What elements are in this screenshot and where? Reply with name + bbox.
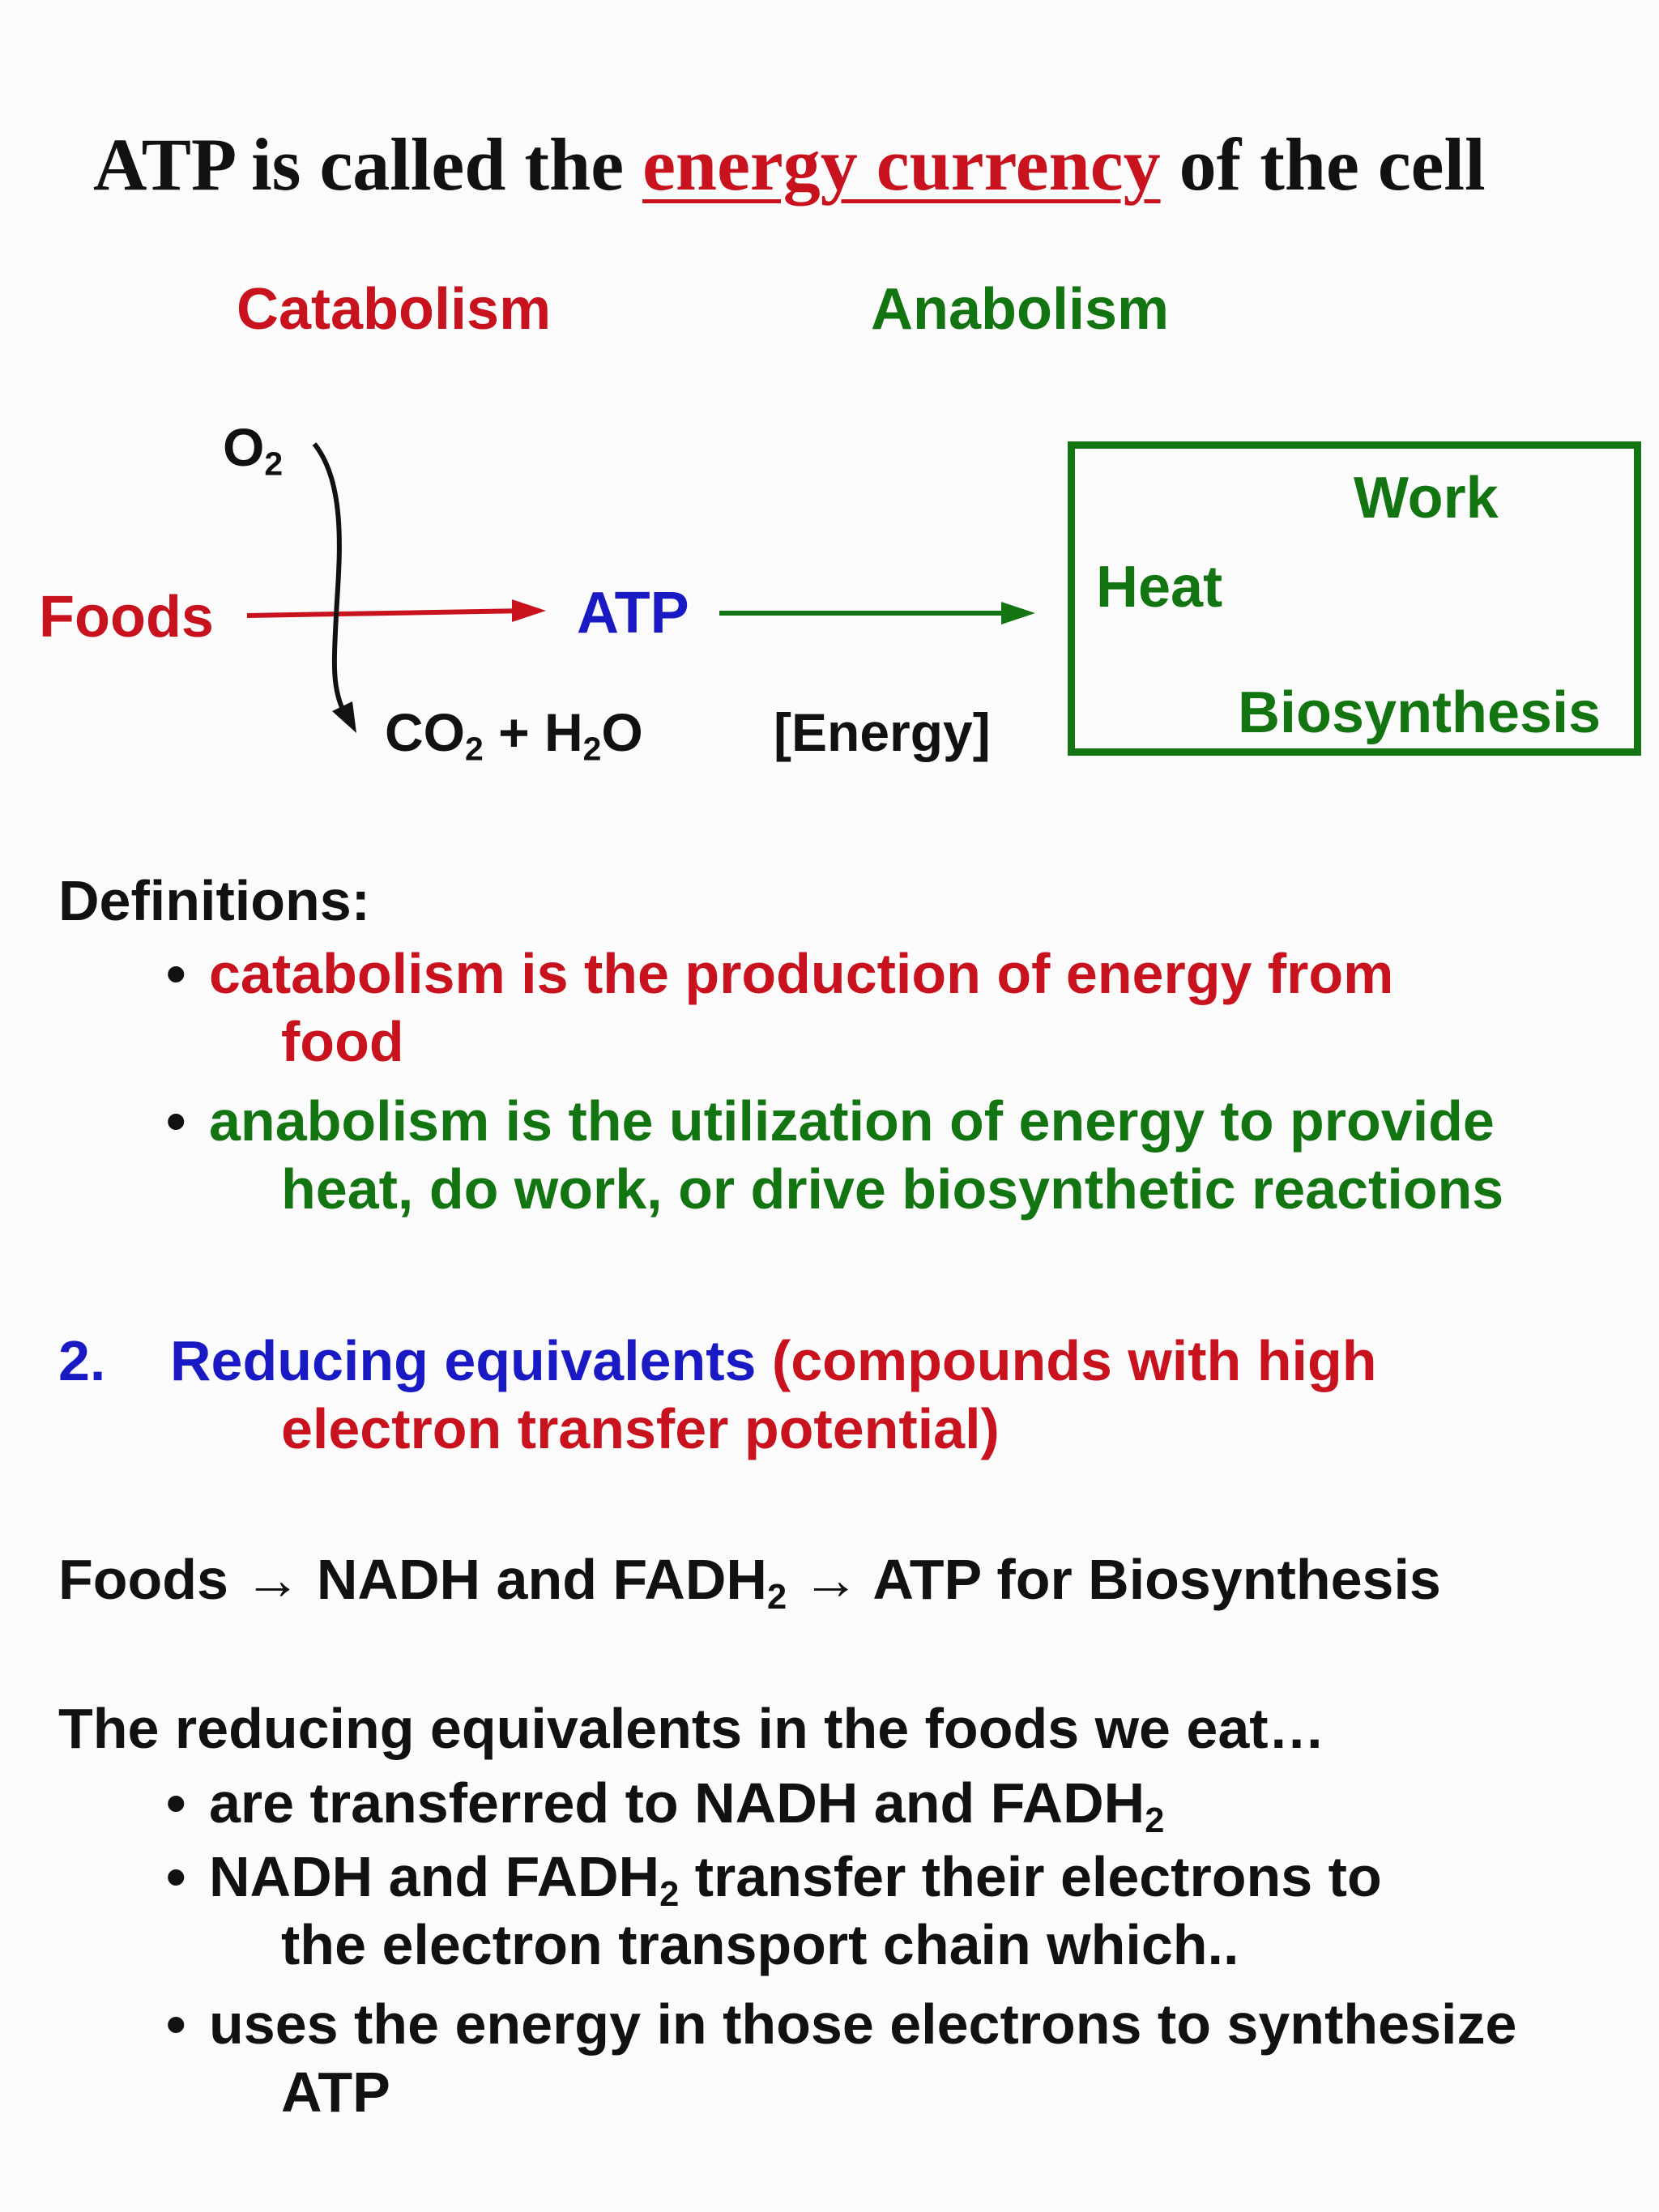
- definition-item-catabolism: • catabolism is the production of energy from food: [166, 940, 1393, 1076]
- bullet: •: [166, 942, 186, 1005]
- reducing-bullet-3: • uses the energy in those electrons to synthesize ATP: [166, 1993, 1517, 2124]
- biosynthesis-label: Biosynthesis: [1238, 680, 1601, 745]
- foods-label: Foods: [39, 585, 214, 650]
- title-suffix: of the cell: [1160, 123, 1486, 206]
- work-label: Work: [1354, 466, 1499, 531]
- foods-to-atp-arrow: [247, 599, 546, 622]
- catabolism-label: Catabolism: [237, 277, 552, 342]
- bullet: •: [166, 1089, 186, 1153]
- section-number: 2.: [58, 1329, 106, 1392]
- o2-label: $O_2$: [223, 417, 284, 483]
- definition-item-anabolism: • anabolism is the utilization of energy to provide heat, do work, or drive biosynthetic reactions: [166, 1087, 1503, 1223]
- anabolism-label: Anabolism: [871, 277, 1170, 342]
- co2-h2o-label: $CO_2 + H_2O$: [385, 702, 643, 768]
- flow-line: Foods → NADH and $FADH_2$ → ATP for Biosynthesis: [58, 1548, 1441, 1617]
- atp-to-work-arrow: [719, 602, 1035, 624]
- title-highlight: energy currency: [642, 123, 1161, 206]
- atp-label: ATP: [577, 581, 689, 646]
- definitions-heading: Definitions:: [58, 869, 370, 932]
- energy-label: [Energy]: [774, 702, 991, 762]
- section-2-heading: 2. Reducing equivalents (compounds with high electron transfer potential): [58, 1327, 1377, 1463]
- title-prefix: ATP is called the: [93, 123, 643, 206]
- reducing-bullet-2: • NADH and $FADH_2$ transfer their electrons to the electron transport chain which..: [166, 1845, 1382, 1976]
- reducing-intro: The reducing equivalents in the foods we eat…: [58, 1697, 1325, 1760]
- heat-label: Heat: [1096, 555, 1223, 620]
- o2-co2-curved-arrow: [314, 444, 356, 733]
- reducing-bullet-1: • are transferred to NADH and $FADH_2$: [166, 1771, 1165, 1841]
